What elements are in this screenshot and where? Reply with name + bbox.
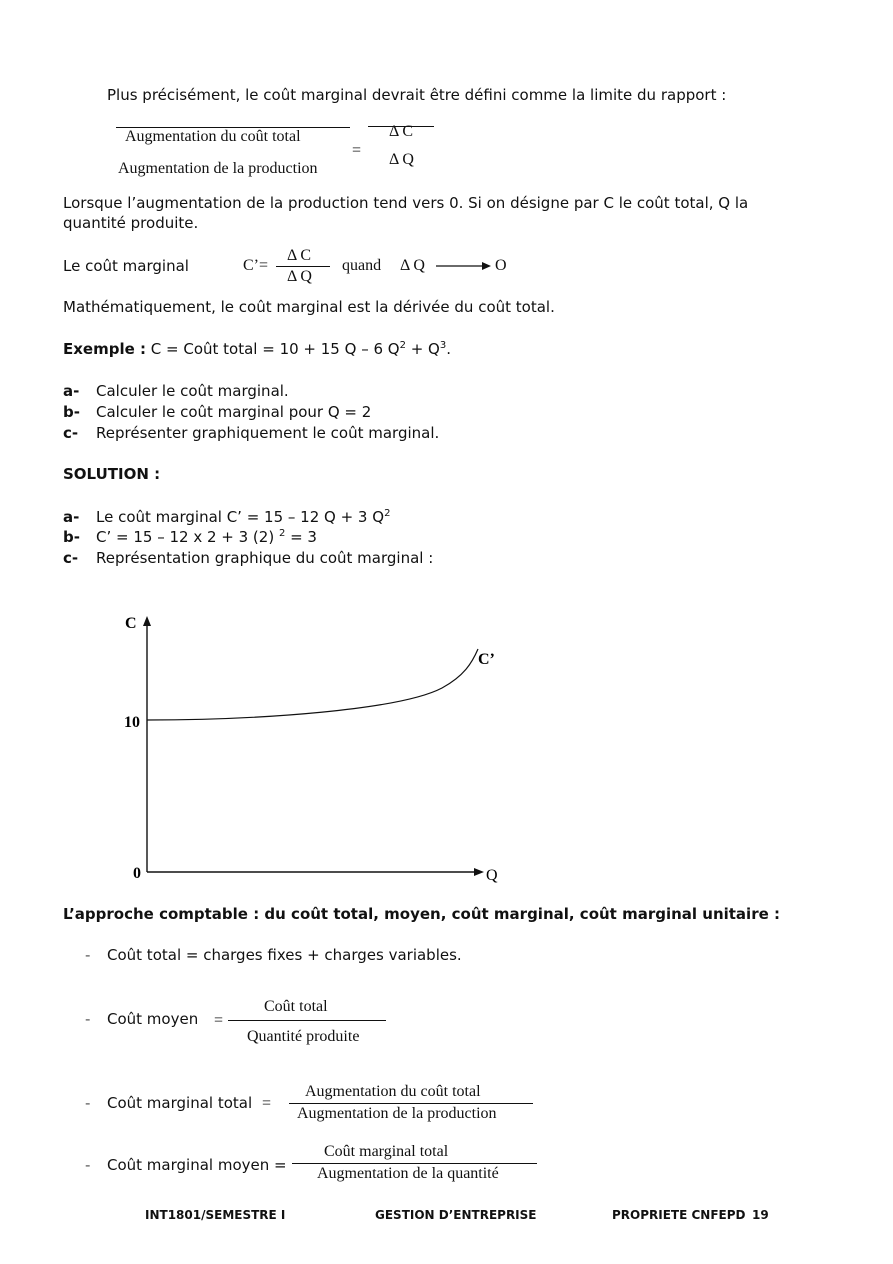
bullet-dash: - [85,1156,91,1174]
ratio-delta-q: Δ Q [389,151,414,168]
formula-limit: O [495,257,507,274]
paragraph-limit-cont: quantité produite. [63,214,199,232]
marginal-total-label: Coût marginal total [107,1094,253,1112]
average-cost-label: Coût moyen [107,1010,199,1028]
question-letter: c- [63,424,79,442]
marginal-average-label: Coût marginal moyen = [107,1156,287,1174]
example-label: Exemple : [63,340,146,358]
paragraph-derivative: Mathématiquement, le coût marginal est la dérivée du coût total. [63,298,555,316]
solution-letter: c- [63,549,79,567]
question-text: Calculer le coût marginal. [96,382,289,400]
example-text: C = Coût total = 10 + 15 Q – 6 Q [150,340,400,358]
ratio-delta-c: Δ C [389,123,414,140]
x-axis-arrow [474,868,484,876]
question-text: Calculer le coût marginal pour Q = 2 [96,403,372,421]
y-axis-arrow [143,616,151,626]
footer-owner: PROPRIETE CNFEPD [612,1208,746,1222]
arrow-right-icon [436,260,492,272]
solution-text: Le coût marginal C’ = 15 – 12 Q + 3 $Q^2$ [96,508,391,526]
paragraph-limit: Lorsque l’augmentation de la production tend vers 0. Si on désigne par C le coût total, Q la [63,194,749,212]
bullet-total-cost: Coût total = charges fixes + charges variables. [107,946,462,964]
bullet-dash: - [85,1010,91,1028]
marginal-total-equals: = [262,1095,272,1112]
formula-delta-q: Δ Q [400,257,425,274]
ratio-numerator: Augmentation du coût total [125,128,301,145]
marginal-average-numerator: Coût marginal total [324,1143,449,1160]
formula-denominator: Δ Q [287,268,312,285]
ratio-equals: = [352,142,362,159]
origin-label: 0 [133,865,141,882]
solution-letter: a- [63,508,80,526]
question-letter: a- [63,382,80,400]
y-axis-label: C [125,615,137,632]
solution-text: Représentation graphique du coût marginal : [96,549,434,567]
solution-text: C’ = 15 – 12 x 2 + 3 (2) $^2$ = 3 [96,528,317,546]
average-cost-denominator: Quantité produite [247,1028,360,1045]
marginal-total-denominator: Augmentation de la production [297,1105,497,1122]
solution-title: SOLUTION : [63,465,161,483]
bullet-dash: - [85,1094,91,1112]
average-cost-numerator: Coût total [264,998,328,1015]
footer-subject: GESTION D’ENTREPRISE [375,1208,537,1222]
formula-numerator: Δ C [287,247,312,264]
page-number: 19 [752,1208,769,1222]
tick-label-10: 10 [124,714,140,731]
marginal-cost-curve [147,649,478,720]
x-axis-label: Q [486,867,498,884]
marginal-total-numerator: Augmentation du coût total [305,1083,481,1100]
average-cost-equals: = [214,1012,224,1029]
footer-course: INT1801/SEMESTRE I [145,1208,286,1222]
ratio-denominator: Augmentation de la production [118,160,318,177]
formula-lhs: C’= [243,257,269,274]
formula-quand: quand [342,257,382,274]
marginal-cost-graph [110,608,510,893]
bullet-dash: - [85,946,91,964]
curve-label: C’ [478,651,495,668]
question-text: Représenter graphiquement le coût marginal. [96,424,440,442]
example-line: Exemple : C = Coût total = 10 + 15 Q – 6 $Q^2 + Q^3$. [63,340,452,358]
intro-text: Plus précisément, le coût marginal devrait être défini comme la limite du rapport : [107,86,727,104]
question-letter: b- [63,403,80,421]
formula-label: Le coût marginal [63,257,189,275]
solution-letter: b- [63,528,80,546]
marginal-average-denominator: Augmentation de la quantité [317,1165,499,1182]
section-title: L’approche comptable : du coût total, moyen, coût marginal, coût marginal unitaire : [63,905,780,923]
